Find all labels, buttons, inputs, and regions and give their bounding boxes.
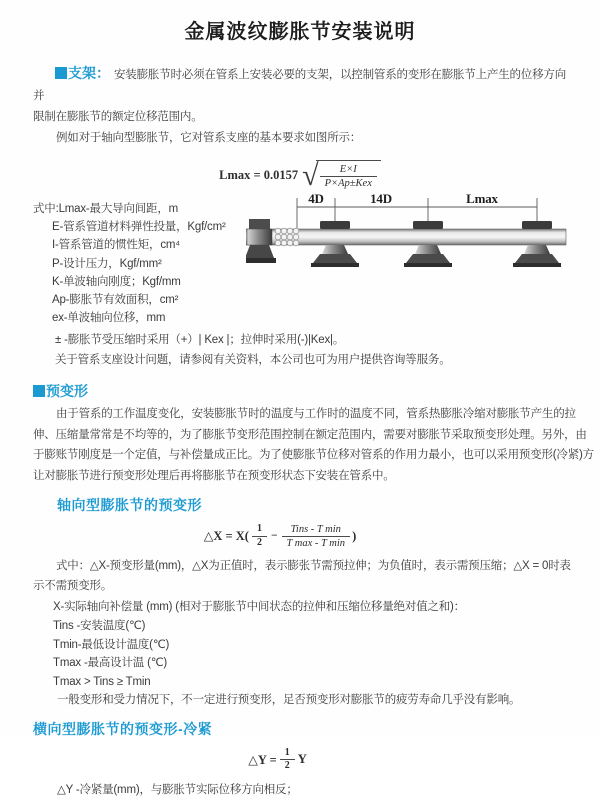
fraction-numerator: Tins - T min [282, 523, 351, 537]
preform-section-heading: 预变形 [46, 383, 88, 400]
section-square-icon [33, 385, 45, 397]
formula-lhs: Lmax = 0.0157 [219, 167, 299, 182]
text-line: P-设计压力，Kgf/mm² [52, 257, 162, 270]
text-line: I-管系管道的惯性矩，cm⁴ [52, 239, 180, 252]
support-paragraph [33, 63, 574, 128]
section-square-icon [55, 67, 67, 79]
half-fraction [252, 523, 267, 549]
text-line: 一般变形和受力情况下，不一定进行预变形，足否预变形对膨胀节的疲劳寿命几乎没有影响。 [57, 694, 521, 707]
dim-label-lmax: Lmax [466, 192, 498, 206]
formula-lhs: △X = X( [203, 529, 249, 544]
formula-rhs: Y [297, 752, 307, 767]
text-line: K-单波轴向刚度；Kgf/mm [52, 275, 181, 288]
preform-paragraph [33, 404, 594, 486]
example-line: 例如对于轴向型膨胀节，它对管系支座的基本要求如图所示： [56, 132, 362, 144]
lateral-note: △Y -冷紧量(mm)，与膨胀节实际位移方向相反； [57, 783, 298, 796]
preform-section-heading-row [33, 381, 600, 401]
axial-formula [0, 520, 560, 552]
fraction-denominator: P×Ap±Kex [324, 178, 372, 189]
fraction-numerator: E×I [320, 163, 377, 177]
fraction-denominator: 2 [256, 536, 262, 548]
support-intro-wrap: 限制在膨胀节的额定位移范围内。 [33, 111, 203, 123]
text-line: 关于管系支座设计问题，请参阅有关资料，本公司也可为用户提供咨询等服务。 [55, 354, 451, 367]
formula-lhs: △Y = [248, 752, 277, 767]
support-section-heading: 支架： [68, 65, 110, 81]
text-line: Tmin-最低设计温度(℃) [53, 638, 170, 651]
radical [302, 160, 381, 190]
fraction-numerator: 1 [280, 747, 295, 761]
axial-definitions [53, 598, 600, 710]
text-line: 让对膨胀节进行预变形处理后再将膨胀节在预变形状态下安装在管系中。 [33, 469, 395, 482]
fraction-numerator: 1 [252, 523, 267, 537]
text-line: 于膨账节刚度是一个定值，与补偿量成正比。为了使膨胀节位移对管系的作用力最小，也可以采用预变形(冷紧)方 [33, 449, 594, 462]
axial-description [33, 556, 574, 596]
minus-operator: − [270, 530, 278, 543]
lateral-formula [0, 747, 555, 773]
pipe-support-diagram [246, 192, 572, 284]
text-line: 由于管系的工作温度变化，安装膨胀节时的温度与工作时的温度不同，管系热膨胀冷缩对膨胀节产生的拉 [56, 408, 576, 421]
radicand [316, 160, 381, 190]
fraction [320, 163, 377, 190]
dim-label-4d: 4D [308, 192, 324, 206]
axial-subheading: 轴向型膨胀节的预变形 [57, 497, 202, 514]
text-line: Ap-膨胀节有效面积，cm² [52, 294, 179, 307]
text-line: ex-单波轴向位移，mm [52, 312, 166, 325]
definitions-intro: 式中:Lmax-最大导向间距，m [33, 203, 179, 215]
text-line: ± -膨胀节受压缩时采用（+）| Kex |；拉伸时采用(-)|Kex|。 [55, 334, 345, 347]
text-line: 伸、压缩量常常是不均等的，为了膨胀节变形范围控制在额定范围内，需要对膨胀节采取预变形处理。另外，由 [33, 428, 587, 441]
page-title: 金属波纹膨胀节安装说明 [184, 21, 416, 43]
text-line: Tmax -最高设计温 (℃) [53, 657, 168, 670]
lateral-subheading: 横向型膨胀节的预变形-冷紧 [33, 720, 213, 737]
bellows-icon [275, 228, 299, 246]
text-line: Tins -安装温度(℃) [53, 620, 146, 633]
half-fraction [280, 747, 295, 773]
lmax-formula [0, 156, 600, 194]
fraction-denominator: 2 [284, 760, 290, 772]
text-line: 式中：△X-预变形量(mm)，△X为正值时，表示膨张节需预拉伸；为负值时，表示需预压缩；△X = 0时表 [56, 560, 571, 573]
temperature-fraction [282, 523, 351, 550]
formula-rhs: ) [352, 528, 357, 543]
support-notes [33, 330, 600, 370]
text-line: E-管系管道材料弹性投量，Kgf/cm² [52, 221, 226, 234]
text-line: Tmax > Tins ≥ Tmin [53, 675, 151, 688]
radical-sign: √ [302, 159, 319, 192]
fraction-denominator: T max - T min [286, 537, 346, 549]
support-intro-text: 安装膨胀节时必须在管系上安装必要的支架，以控制管系的变形在膨胀节上产生的位移方向并 [33, 69, 566, 102]
dim-label-14d: 14D [370, 192, 392, 206]
text-line: 示不需预变形。 [33, 580, 113, 593]
anchor-support [246, 219, 276, 263]
text-line: X-实际轴向补偿量 (mm) (相对于膨胀节中间状态的拉伸和压缩位移量绝对值之和)： [53, 601, 465, 614]
